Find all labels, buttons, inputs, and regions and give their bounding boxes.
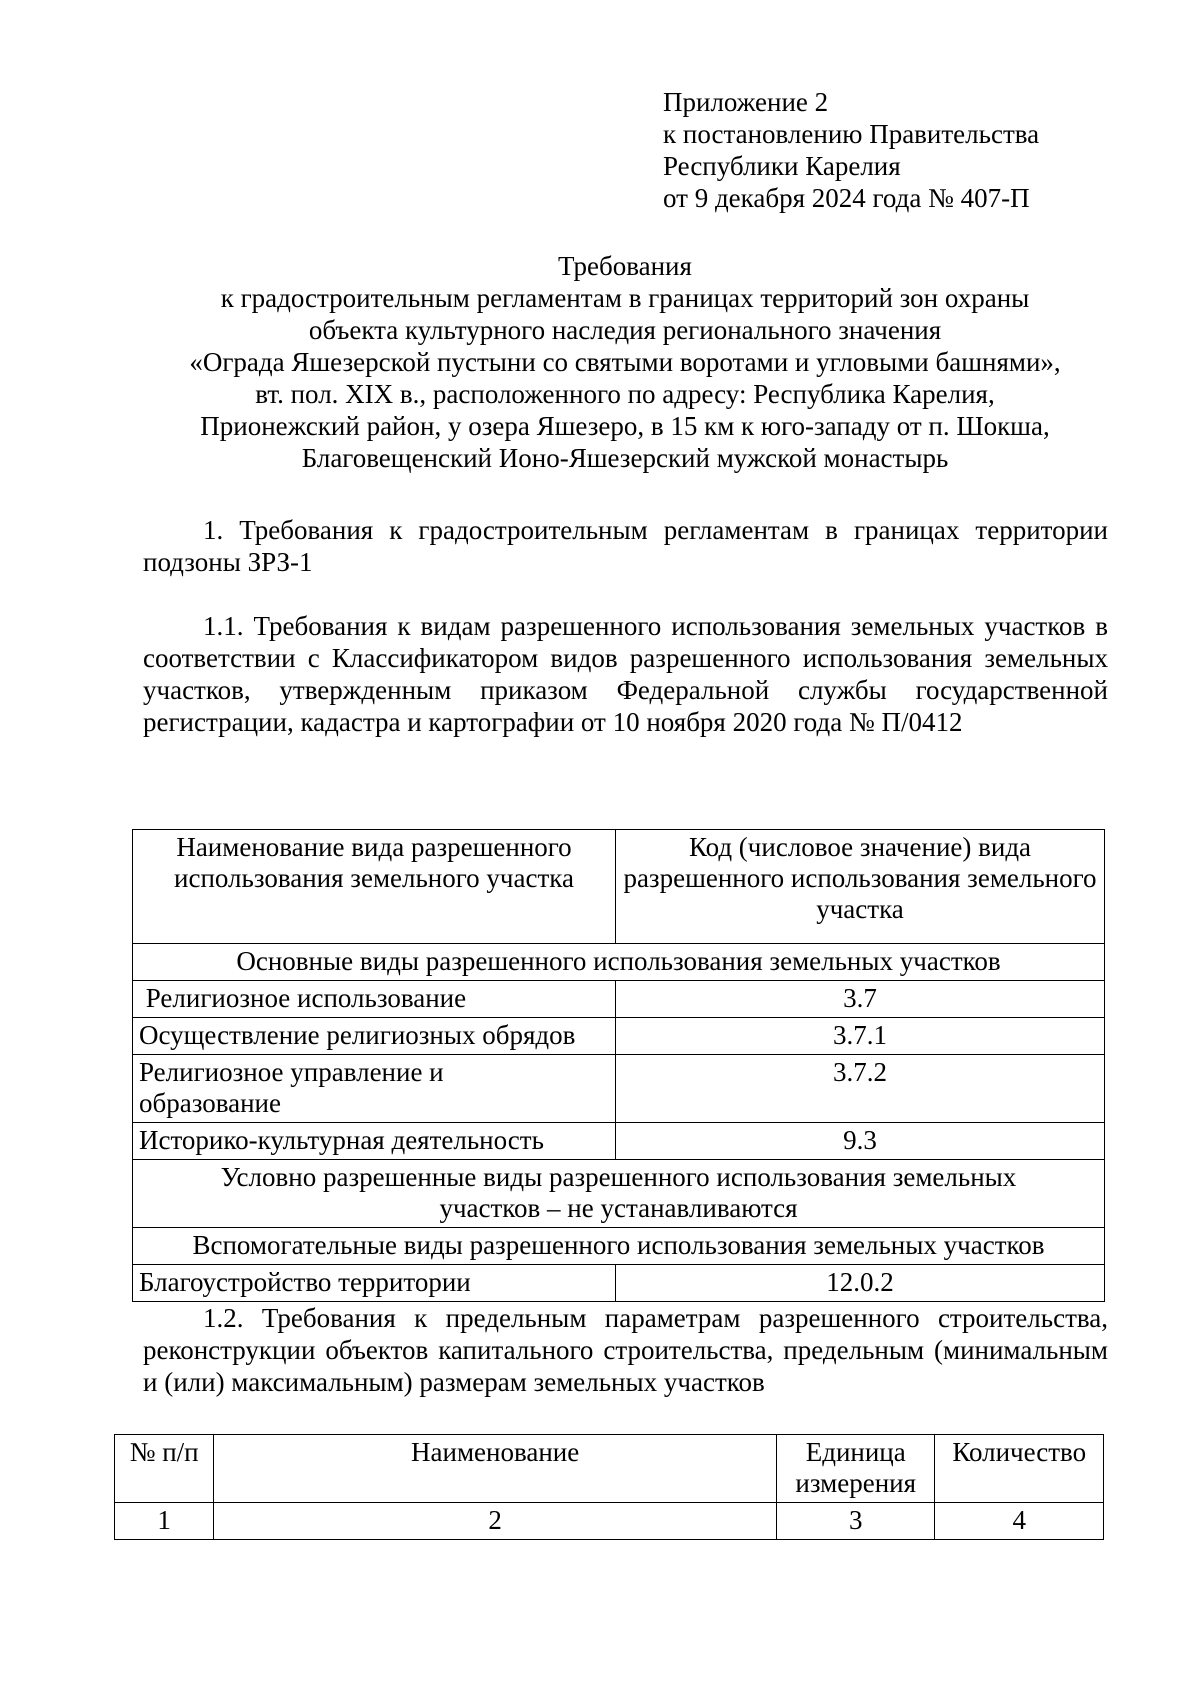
column-number-cell: 1 bbox=[115, 1503, 214, 1540]
table-row bbox=[133, 1265, 1105, 1302]
group-auxiliary-label: Вспомогательные виды разрешенного использования земельных участков bbox=[133, 1228, 1105, 1265]
row-name-cell: Религиозное управление и образование bbox=[133, 1055, 616, 1123]
title-line: объекта культурного наследия регионального значения bbox=[308, 315, 942, 345]
table-group-row bbox=[133, 1160, 1105, 1228]
document-title bbox=[130, 250, 1120, 474]
table-row bbox=[133, 1018, 1105, 1055]
title-line: Благовещенский Ионо-Яшезерский мужской монастырь bbox=[301, 443, 949, 473]
row-name-cell: Осуществление религиозных обрядов bbox=[133, 1018, 616, 1055]
column-number-row bbox=[115, 1503, 1104, 1540]
section-1-2-paragraph: 1.2. Требования к предельным параметрам разрешенного строительства, реконструкции объектов капитального строительства, предельным (минимальным и (или) максимальным) размерам земельных участков bbox=[143, 1303, 1108, 1397]
row-name-cell: Благоустройство территории bbox=[133, 1265, 616, 1302]
appendix-line: Приложение 2 bbox=[663, 87, 829, 117]
header-cell-unit: Единица измерения bbox=[777, 1435, 935, 1503]
title-line: Прионежский район, у озера Яшезеро, в 15 км к юго-западу от п. Шокша, bbox=[200, 411, 1050, 441]
table-row bbox=[133, 1055, 1105, 1123]
row-code-cell: 3.7.2 bbox=[616, 1055, 1105, 1123]
land-use-types-table bbox=[132, 829, 1105, 1302]
appendix-line: от 9 декабря 2024 года № 407-П bbox=[663, 183, 1030, 213]
header-cell-name: Наименование вида разрешенного использования земельного участка bbox=[133, 830, 616, 944]
table-header-row bbox=[133, 830, 1105, 944]
appendix-line: Республики Карелия bbox=[663, 151, 901, 181]
header-cell-code: Код (числовое значение) вида разрешенного использования земельного участка bbox=[616, 830, 1105, 944]
section-1-1-paragraph: 1.1. Требования к видам разрешенного использования земельных участков в соответствии с Классификатором видов разрешенного использования земельных участков, утвержденным приказом Федеральной службы государственной регистрации, кадастра и картографии от 10 ноября 2020 года № П/0412 bbox=[143, 611, 1108, 737]
column-number-cell: 2 bbox=[214, 1503, 777, 1540]
row-code-cell: 9.3 bbox=[616, 1123, 1105, 1160]
group-main-label: Основные виды разрешенного использования земельных участков bbox=[133, 944, 1105, 981]
header-cell-number: № п/п bbox=[115, 1435, 214, 1503]
table-group-row bbox=[133, 944, 1105, 981]
title-line: к градостроительным регламентам в границах территорий зон охраны bbox=[220, 283, 1030, 313]
table-row bbox=[133, 981, 1105, 1018]
appendix-line: к постановлению Правительства bbox=[663, 119, 1040, 149]
row-code-cell: 3.7 bbox=[616, 981, 1105, 1018]
row-code-cell: 12.0.2 bbox=[616, 1265, 1105, 1302]
title-line: Требования bbox=[558, 251, 692, 281]
parameters-table bbox=[114, 1434, 1104, 1540]
table-row bbox=[133, 1123, 1105, 1160]
section-1-paragraph: 1. Требования к градостроительным регламентам в границах территории подзоны ЗРЗ-1 bbox=[143, 515, 1108, 577]
title-line: «Ограда Яшезерской пустыни со святыми воротами и угловыми башнями», bbox=[189, 347, 1061, 377]
column-number-cell: 4 bbox=[935, 1503, 1104, 1540]
table-group-row bbox=[133, 1228, 1105, 1265]
row-name-cell: Религиозное использование bbox=[133, 981, 616, 1018]
group-conditional-label: Условно разрешенные виды разрешенного использования земельных участков – не устанавливаются bbox=[133, 1160, 1105, 1228]
header-cell-quantity: Количество bbox=[935, 1435, 1104, 1503]
table-header-row bbox=[115, 1435, 1104, 1503]
column-number-cell: 3 bbox=[777, 1503, 935, 1540]
row-code-cell: 3.7.1 bbox=[616, 1018, 1105, 1055]
row-name-cell: Историко-культурная деятельность bbox=[133, 1123, 616, 1160]
title-line: вт. пол. XIX в., расположенного по адресу: Республика Карелия, bbox=[255, 379, 995, 409]
appendix-heading bbox=[663, 86, 1183, 214]
header-cell-name: Наименование bbox=[214, 1435, 777, 1503]
